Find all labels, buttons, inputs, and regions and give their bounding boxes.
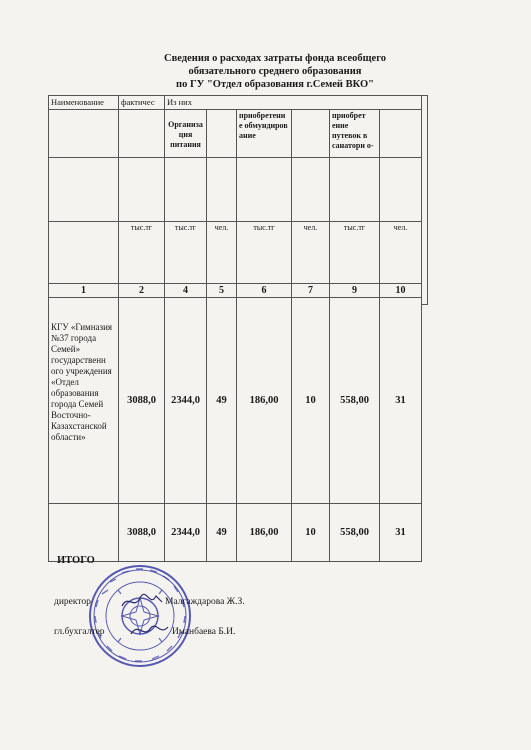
director-name: Малгаждарова Ж.З.: [165, 597, 245, 607]
total-cell: 186,00: [237, 504, 292, 562]
column-number-row: [49, 284, 422, 298]
unit-cell: тыс.тг: [237, 222, 292, 284]
value-cell: 558,00: [330, 298, 380, 504]
total-cell: 3088,0: [119, 504, 165, 562]
header-uniform: приобретени е обмундиров ание: [237, 110, 292, 158]
director-signature: [120, 590, 165, 612]
total-cell: 49: [207, 504, 237, 562]
col-number: 4: [165, 284, 207, 298]
document-title: [150, 52, 400, 91]
value-cell: 3088,0: [119, 298, 165, 504]
unit-cell: тыс.тг: [165, 222, 207, 284]
header-voucher: приобрет ение путевок в санатори о-: [330, 110, 380, 158]
organization-name: КГУ «Гимназия №37 города Семей» государственн ого учреждения «Отдел образования города Семей Восточно-Казахстанской области»: [49, 298, 119, 504]
col-number: 7: [292, 284, 330, 298]
table-header-row: [49, 96, 422, 110]
value-cell: 2344,0: [165, 298, 207, 504]
value-cell: 31: [380, 298, 422, 504]
col-number: 5: [207, 284, 237, 298]
header-name: Наименование: [49, 96, 119, 110]
accountant-signature: [128, 620, 173, 642]
unit-cell: чел.: [292, 222, 330, 284]
table-row: [49, 298, 422, 504]
col-number: 1: [49, 284, 119, 298]
value-cell: 49: [207, 298, 237, 504]
unit-cell: тыс.тг: [119, 222, 165, 284]
unit-cell: чел.: [207, 222, 237, 284]
total-cell: 10: [292, 504, 330, 562]
official-stamp: [88, 564, 193, 669]
col-number: 2: [119, 284, 165, 298]
accountant-role: гл.бухгалтер: [54, 627, 105, 637]
header-of-them: Из них: [165, 96, 422, 110]
col-number: 9: [330, 284, 380, 298]
total-row: [49, 504, 422, 562]
table-spacer-row: [49, 158, 422, 222]
value-cell: 10: [292, 298, 330, 504]
expense-table: [48, 95, 422, 562]
title-line-2: обязательного среднего образования: [188, 66, 362, 77]
total-cell: 558,00: [330, 504, 380, 562]
total-cell: 31: [380, 504, 422, 562]
col-number: 10: [380, 284, 422, 298]
title-line-3: по ГУ "Отдел образования г.Семей ВКО": [176, 79, 374, 90]
header-fact: фактичес: [119, 96, 165, 110]
header-food-org: Организа ция питания: [165, 110, 207, 158]
total-label: ИТОГО: [57, 555, 95, 566]
unit-cell: чел.: [380, 222, 422, 284]
title-line-1: Сведения о расходах затраты фонда всеобщего: [164, 53, 386, 64]
table-subheader-row: [49, 110, 422, 158]
director-role: директор: [54, 597, 91, 607]
total-cell: 2344,0: [165, 504, 207, 562]
col-number: 6: [237, 284, 292, 298]
accountant-name: Иманбаева Б.И.: [172, 627, 236, 637]
units-row: [49, 222, 422, 284]
value-cell: 186,00: [237, 298, 292, 504]
unit-cell: тыс.тг: [330, 222, 380, 284]
